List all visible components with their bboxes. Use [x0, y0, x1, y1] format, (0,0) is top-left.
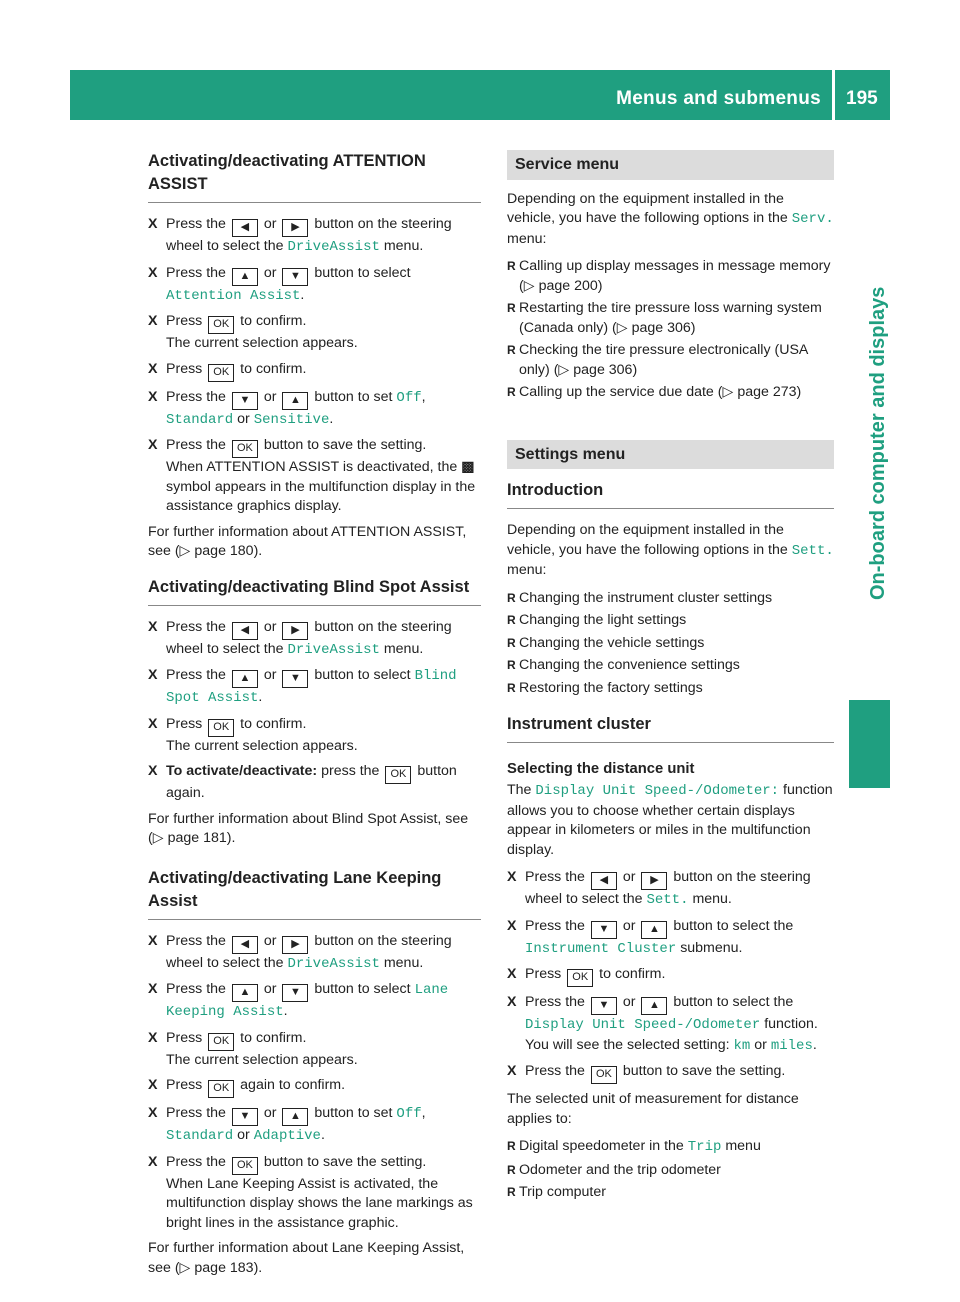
distance-unit-intro: The Display Unit Speed-/Odometer: function allows you to choose whether certain displays appear in kilometers or miles in the multifunction display. [507, 782, 833, 858]
up-arrow-key-icon: ▲ [282, 392, 308, 410]
attention-heading: Activating/deactivating ATTENTION ASSIST [148, 150, 481, 203]
right-arrow-key-icon: ▶ [282, 219, 308, 237]
ok-key-icon: OK [567, 969, 593, 987]
page-number: 195 [846, 88, 878, 109]
ok-key-icon: OK [208, 316, 234, 334]
left-arrow-key-icon: ◀ [232, 219, 258, 237]
list-item: R Changing the vehicle settings [507, 634, 834, 654]
up-arrow-key-icon: ▲ [232, 670, 258, 688]
down-arrow-key-icon: ▼ [232, 1108, 258, 1126]
ok-key-icon: OK [232, 440, 258, 458]
blindspot-note: For further information about Blind Spot Assist, see (▷ page 181). [148, 810, 469, 846]
header-divider [832, 70, 835, 120]
settings-intro: Depending on the equipment installed in the vehicle, you have the following options in the Sett. menu: [507, 522, 834, 578]
lane-title: Activating/deactivating Lane Keeping Assist [148, 867, 481, 920]
step: X Press OK to confirm. [507, 965, 834, 987]
up-arrow-key-icon: ▲ [232, 268, 258, 286]
step: X Press the OK button to save the setting. When ATTENTION ASSIST is deactivated, the ▩ symbol appears in the multifunction display in the assistance graphics display. [148, 436, 481, 517]
step: X Press the ◀ or ▶ button on the steering wheel to select the DriveAssist menu. [148, 932, 481, 975]
left-arrow-key-icon: ◀ [232, 622, 258, 640]
list-item: R Restarting the tire pressure loss warning system (Canada only) (▷ page 306) [507, 299, 834, 338]
down-arrow-key-icon: ▼ [232, 392, 258, 410]
step: X Press the ◀ or ▶ button on the steering wheel to select the Sett. menu. [507, 868, 834, 911]
step: X Press the ◀ or ▶ button on the steering wheel to select the DriveAssist menu. [148, 618, 481, 661]
down-arrow-key-icon: ▼ [591, 921, 617, 939]
list-item: R Changing the instrument cluster settings [507, 589, 834, 609]
list-item: R Digital speedometer in the Trip menu [507, 1137, 834, 1158]
side-tab [844, 220, 890, 620]
header-title: Menus and submenus [616, 88, 821, 109]
distance-unit-applies: The selected unit of measurement for distance applies to: [507, 1091, 799, 1127]
step: X Press the ▲ or ▼ button to select Blind Spot Assist. [148, 666, 481, 709]
list-item: R Calling up the service due date (▷ page 273) [507, 383, 834, 403]
step: X Press the ▼ or ▲ button to select the Display Unit Speed-/Odometer function. You will see the selected setting: km or miles. [507, 993, 834, 1056]
left-column [148, 150, 481, 1286]
side-marker [849, 700, 890, 788]
ok-key-icon: OK [208, 719, 234, 737]
left-arrow-key-icon: ◀ [591, 872, 617, 890]
attention-off-symbol-icon: ▩ [461, 459, 475, 475]
introduction-heading: Introduction [507, 479, 834, 509]
step: X Press OK to confirm. The current selection appears. [148, 715, 481, 757]
right-arrow-key-icon: ▶ [282, 622, 308, 640]
instrument-cluster-heading: Instrument cluster [507, 713, 834, 743]
ok-key-icon: OK [208, 1080, 234, 1098]
list-item: R Trip computer [507, 1183, 834, 1203]
step: X To activate/deactivate: press the OK button again. [148, 762, 481, 804]
up-arrow-key-icon: ▲ [641, 997, 667, 1015]
step: X Press OK to confirm. The current selection appears. [148, 1029, 481, 1071]
right-arrow-key-icon: ▶ [282, 936, 308, 954]
ok-key-icon: OK [385, 766, 411, 784]
ok-key-icon: OK [591, 1066, 617, 1084]
list-item: R Odometer and the trip odometer [507, 1161, 834, 1181]
step: X Press the ◀ or ▶ button on the steering wheel to select the DriveAssist menu. [148, 215, 481, 258]
up-arrow-key-icon: ▲ [232, 984, 258, 1002]
down-arrow-key-icon: ▼ [591, 997, 617, 1015]
list-item: R Checking the tire pressure electronically (USA only) (▷ page 306) [507, 341, 834, 380]
step: X Press the OK button to save the setting. When Lane Keeping Assist is activated, the multifunction display shows the lane markings as bright lines in the assistance graphic. [148, 1153, 481, 1234]
step: X Press OK to confirm. The current selection appears. [148, 312, 481, 354]
step: X Press the ▲ or ▼ button to select Lane Keeping Assist. [148, 980, 481, 1023]
right-column [507, 150, 834, 1206]
attention-note: For further information about ATTENTION ASSIST, see (▷ page 180). [148, 523, 467, 559]
ok-key-icon: OK [232, 1157, 258, 1175]
settings-menu-bar: Settings menu [507, 440, 834, 470]
step: X Press the ▼ or ▲ button to set Off, Standard or Sensitive. [148, 388, 481, 431]
distance-unit-heading: Selecting the distance unit [507, 761, 695, 777]
step: X Press the ▼ or ▲ button to set Off, Standard or Adaptive. [148, 1104, 481, 1147]
step: X Press the ▲ or ▼ button to select Attention Assist. [148, 264, 481, 307]
blindspot-title: Activating/deactivating Blind Spot Assist [148, 576, 481, 606]
down-arrow-key-icon: ▼ [282, 670, 308, 688]
step: X Press OK to confirm. [148, 360, 481, 382]
ok-key-icon: OK [208, 364, 234, 382]
up-arrow-key-icon: ▲ [641, 921, 667, 939]
list-item: R Changing the light settings [507, 611, 834, 631]
step: X Press OK again to confirm. [148, 1076, 481, 1098]
step: X Press the ▼ or ▲ button to select the Instrument Cluster submenu. [507, 917, 834, 960]
list-item: R Restoring the factory settings [507, 679, 834, 699]
step: X Press the OK button to save the setting. [507, 1062, 834, 1084]
ok-key-icon: OK [208, 1033, 234, 1051]
left-arrow-key-icon: ◀ [232, 936, 258, 954]
list-item: R Changing the convenience settings [507, 656, 834, 676]
down-arrow-key-icon: ▼ [282, 268, 308, 286]
service-intro: Depending on the equipment installed in the vehicle, you have the following options in the Serv. menu: [507, 190, 834, 247]
side-tab-label: On-board computer and displays [867, 286, 889, 600]
up-arrow-key-icon: ▲ [282, 1108, 308, 1126]
right-arrow-key-icon: ▶ [641, 872, 667, 890]
service-menu-bar: Service menu [507, 150, 834, 180]
list-item: R Calling up display messages in message memory (▷ page 200) [507, 257, 834, 296]
lane-note: For further information about Lane Keeping Assist, see (▷ page 183). [148, 1240, 465, 1276]
down-arrow-key-icon: ▼ [282, 984, 308, 1002]
